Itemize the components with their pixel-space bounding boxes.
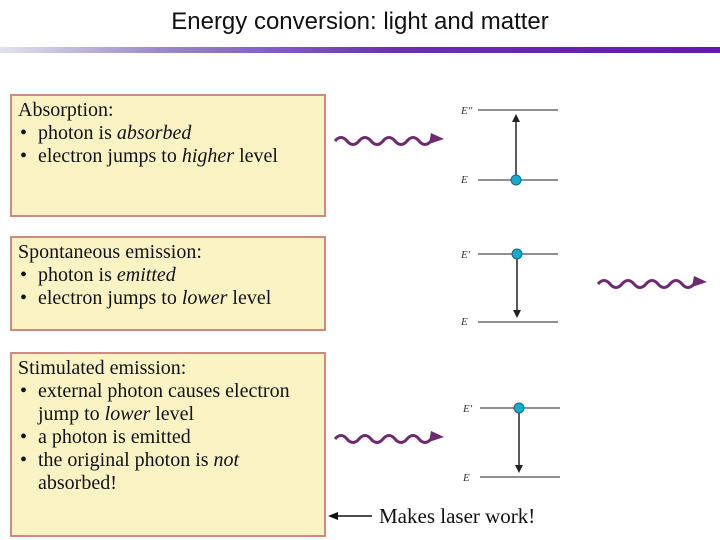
stimulated-bullet-2: • a photon is emitted — [20, 426, 191, 448]
upper-level-label-1: E″ — [461, 105, 473, 117]
absorption-heading: Absorption: — [18, 99, 114, 121]
lower-level-label-3: E — [463, 472, 470, 484]
upper-level-label-3: E′ — [463, 403, 473, 415]
spontaneous-emission-heading: Spontaneous emission: — [18, 241, 202, 263]
callout-arrowhead — [328, 512, 338, 520]
incoming-photon-wave-stimulated — [335, 436, 431, 443]
lower-level-label-2: E — [461, 316, 468, 328]
stimulated-bullet-1: • external photon causes electron jump to lower level — [20, 380, 290, 425]
callout-note: Makes laser work! — [379, 504, 536, 528]
incoming-photon-arrowhead-absorption — [429, 133, 444, 144]
spontaneous-bullet-2: • electron jumps to lower level — [20, 287, 272, 309]
absorption-bullet-2: • electron jumps to higher level — [20, 145, 278, 167]
incoming-photon-wave-absorption — [335, 138, 431, 145]
absorption-bullet-1: • photon is absorbed — [20, 122, 192, 144]
stimulated-emission-heading: Stimulated emission: — [18, 357, 187, 379]
electron-dot-3 — [514, 403, 524, 413]
lower-level-label-1: E — [461, 174, 468, 186]
electron-dot-1 — [511, 175, 521, 185]
slide-title: Energy conversion: light and matter — [171, 8, 549, 35]
upper-level-label-2: E′ — [461, 249, 471, 261]
electron-dot-2 — [512, 249, 522, 259]
stimulated-bullet-3: • the original photon is not absorbed! — [20, 449, 240, 494]
spontaneous-bullet-1: • photon is emitted — [20, 264, 176, 286]
emitted-photon-wave-spontaneous — [598, 281, 694, 288]
emitted-photon-arrowhead-spontaneous — [692, 276, 707, 287]
incoming-photon-arrowhead-stimulated — [429, 431, 444, 442]
